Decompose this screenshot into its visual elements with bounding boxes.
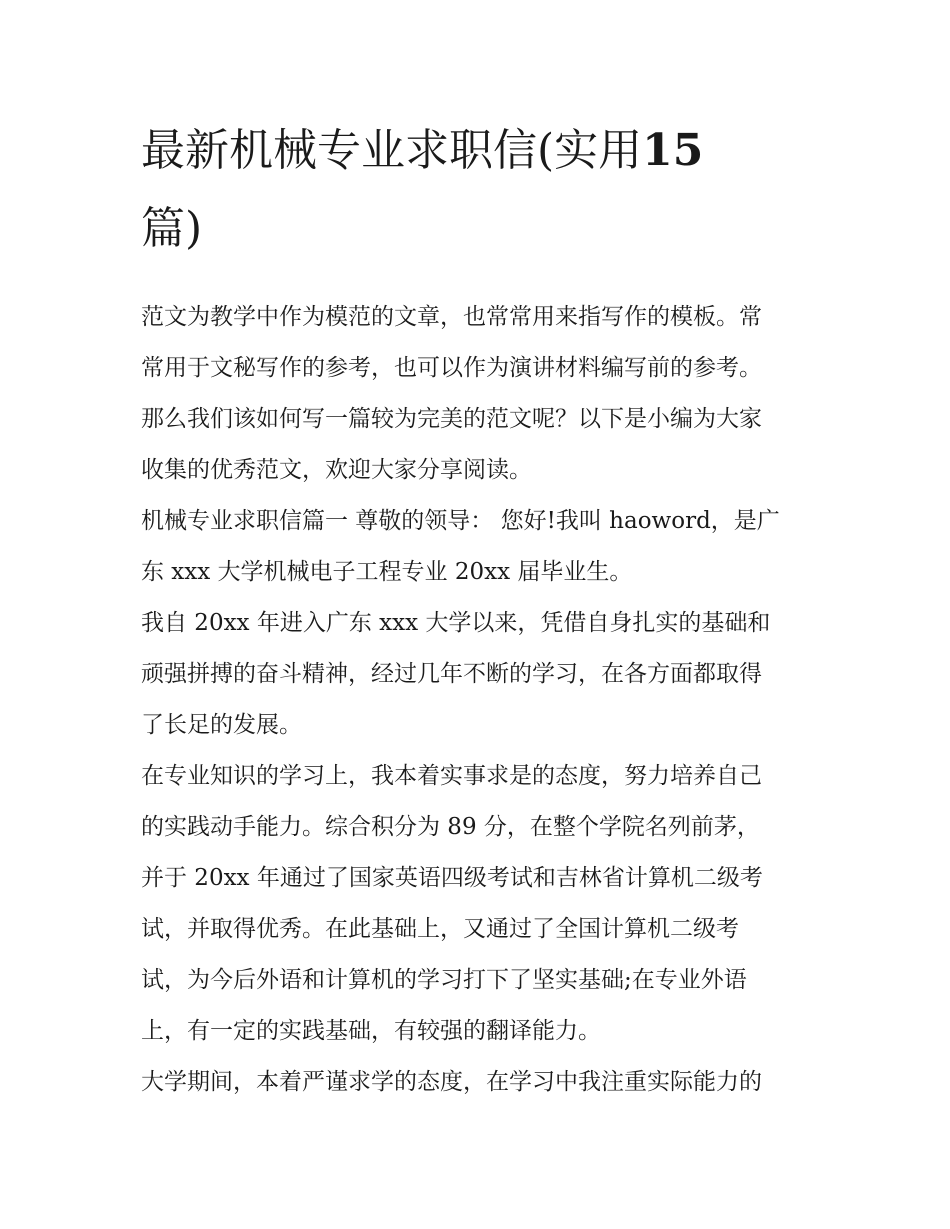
text-line: 大学期间，本着严谨求学的态度，在学习中我注重实际能力的: [141, 1069, 762, 1095]
title-number: 15: [642, 125, 704, 176]
study-paragraph: [141, 751, 816, 1057]
text-line: 并于 20xx 年通过了国家英语四级考试和吉林省计算机二级考: [141, 865, 763, 891]
document-title: [141, 112, 816, 268]
intro-paragraph: [141, 292, 816, 496]
text-line: 机械专业求职信篇一 尊敬的领导： 您好!我叫 haoword，是广: [141, 508, 780, 534]
text-line: 了长足的发展。: [141, 712, 302, 738]
title-line-2: 篇): [141, 203, 203, 254]
document-body: [141, 112, 816, 1108]
text-line: 东 xxx 大学机械电子工程专业 20xx 届毕业生。: [141, 559, 633, 585]
text-line: 那么我们该如何写一篇较为完美的范文呢？以下是小编为大家: [141, 406, 762, 432]
text-line: 顽强拼搏的奋斗精神，经过几年不断的学习，在各方面都取得: [141, 661, 762, 687]
university-paragraph: [141, 1057, 816, 1108]
text-line: 试，为今后外语和计算机的学习打下了坚实基础;在专业外语: [141, 967, 747, 993]
greeting-paragraph: [141, 496, 816, 598]
text-line: 试，并取得优秀。在此基础上，又通过了全国计算机二级考: [141, 916, 739, 942]
text-line: 收集的优秀范文，欢迎大家分享阅读。: [141, 457, 532, 483]
text-line: 范文为教学中作为模范的文章，也常常用来指写作的模板。常: [141, 304, 762, 330]
title-line-1: 最新机械专业求职信(实用15: [141, 125, 704, 176]
text-line: 我自 20xx 年进入广东 xxx 大学以来，凭借自身扎实的基础和: [141, 610, 771, 636]
text-line: 上，有一定的实践基础，有较强的翻译能力。: [141, 1018, 601, 1044]
text-line: 在专业知识的学习上，我本着实事求是的态度，努力培养自己: [141, 763, 762, 789]
text-line: 的实践动手能力。综合积分为 89 分，在整个学院名列前茅，: [141, 814, 760, 840]
background-paragraph: [141, 598, 816, 751]
text-line: 常用于文秘写作的参考，也可以作为演讲材料编写前的参考。: [141, 355, 762, 381]
